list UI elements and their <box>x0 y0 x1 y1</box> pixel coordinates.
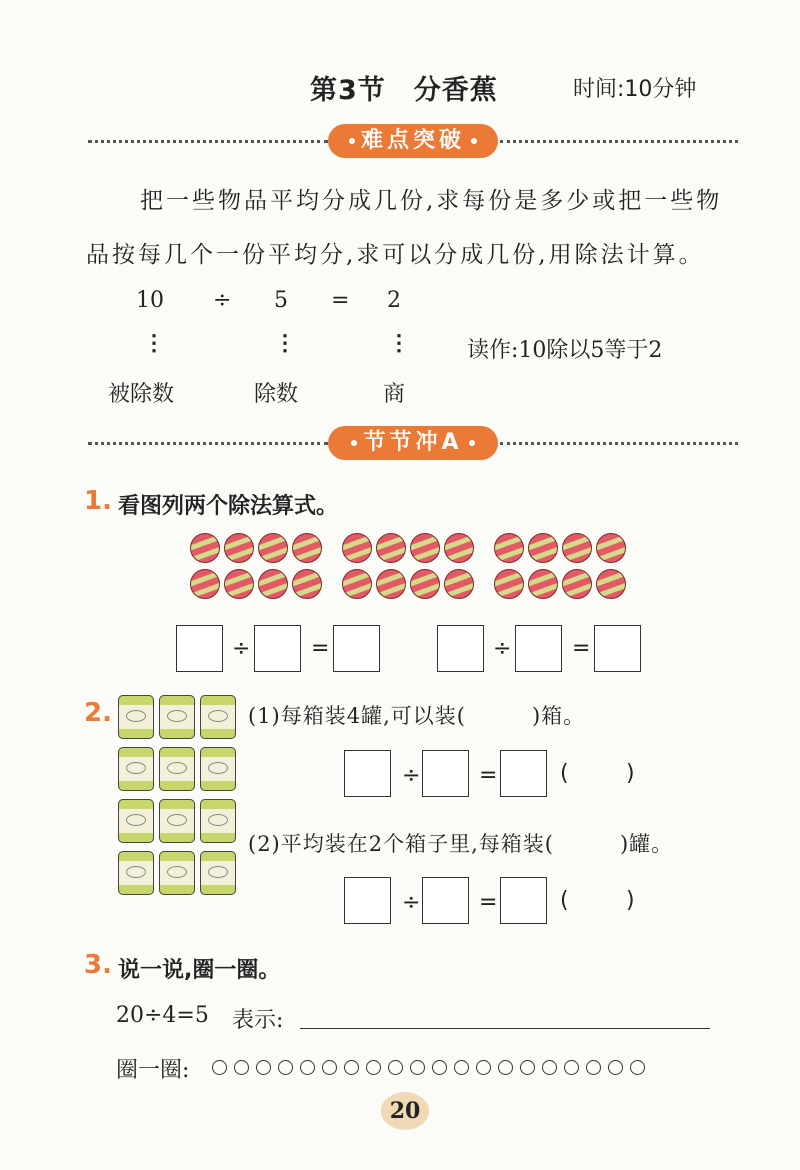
can-icon <box>159 799 195 843</box>
vertical-dots: ⋮ <box>388 330 410 356</box>
question-3-number: 3. <box>84 950 112 980</box>
section-label-practice: 节节冲A <box>328 426 498 460</box>
ball-icon <box>292 533 322 563</box>
circle-icon[interactable] <box>476 1060 491 1075</box>
answer-box[interactable] <box>422 877 469 924</box>
circle-icon[interactable] <box>322 1060 337 1075</box>
circle-icon[interactable] <box>630 1060 645 1075</box>
ball-icon <box>444 533 474 563</box>
bullet-icon <box>471 138 477 144</box>
eq-divisor: 5 <box>274 288 288 313</box>
can-grid <box>118 695 248 895</box>
unit-paren-open: ( <box>560 761 569 786</box>
circle-icon[interactable] <box>586 1060 601 1075</box>
circle-icon[interactable] <box>564 1060 579 1075</box>
unit-paren-close: ) <box>626 761 635 786</box>
ball-icon <box>596 569 626 599</box>
answer-box[interactable] <box>515 625 562 672</box>
ball-icon <box>224 533 254 563</box>
bullet-icon <box>349 138 355 144</box>
answer-box[interactable] <box>437 625 484 672</box>
circle-icon[interactable] <box>542 1060 557 1075</box>
time-limit: 时间:10分钟 <box>573 77 697 102</box>
answer-box[interactable] <box>176 625 223 672</box>
can-icon <box>118 747 154 791</box>
circle-icon[interactable] <box>454 1060 469 1075</box>
question-2-part-1: (1)每箱装4罐,可以装( )箱。 <box>248 704 586 728</box>
circle-icon[interactable] <box>410 1060 425 1075</box>
read-as: 读作:10除以5等于2 <box>467 338 663 363</box>
divide-sign: ÷ <box>493 636 512 661</box>
answer-line[interactable] <box>300 1028 710 1029</box>
q3-represent-label: 表示: <box>232 1008 284 1033</box>
ball-icon <box>494 533 524 563</box>
divide-sign: ÷ <box>402 763 421 788</box>
ball-icon <box>376 569 406 599</box>
circle-row <box>212 1057 732 1079</box>
ball-icon <box>596 533 626 563</box>
ball-icon <box>376 533 406 563</box>
can-icon <box>159 747 195 791</box>
unit-paren-open: ( <box>560 888 569 913</box>
question-1-number: 1. <box>84 486 112 516</box>
circle-icon[interactable] <box>234 1060 249 1075</box>
page-number: 20 <box>381 1092 429 1130</box>
divider-left <box>88 442 328 445</box>
explanation-line-2: 品按每几个一份平均分,求可以分成几份,用除法计算。 <box>86 242 705 268</box>
answer-box[interactable] <box>594 625 641 672</box>
bullet-icon <box>469 440 475 446</box>
circle-icon[interactable] <box>520 1060 535 1075</box>
answer-box[interactable] <box>344 750 391 797</box>
question-3-text: 说一说,圈一圈。 <box>118 958 281 983</box>
divider-right <box>500 140 738 143</box>
answer-box[interactable] <box>344 877 391 924</box>
can-icon <box>159 851 195 895</box>
can-icon <box>118 799 154 843</box>
circle-icon[interactable] <box>608 1060 623 1075</box>
question-2-number: 2. <box>84 698 112 728</box>
equals-sign: = <box>311 636 330 661</box>
equals-sign: = <box>479 763 498 788</box>
question-1-text: 看图列两个除法算式。 <box>118 494 339 519</box>
ball-icon <box>494 569 524 599</box>
circle-icon[interactable] <box>300 1060 315 1075</box>
eq-divide-sign: ÷ <box>213 288 232 313</box>
question-2-part-2: (2)平均装在2个箱子里,每箱装( )罐。 <box>248 832 674 856</box>
can-icon <box>200 851 236 895</box>
circle-icon[interactable] <box>212 1060 227 1075</box>
answer-box[interactable] <box>254 625 301 672</box>
ball-icon <box>190 533 220 563</box>
ball-icon <box>292 569 322 599</box>
circle-icon[interactable] <box>498 1060 513 1075</box>
eq-equals-sign: = <box>331 288 350 313</box>
bullet-icon <box>351 440 357 446</box>
circle-icon[interactable] <box>388 1060 403 1075</box>
circle-icon[interactable] <box>278 1060 293 1075</box>
eq-quotient: 2 <box>387 288 401 313</box>
ball-groups <box>190 533 640 603</box>
ball-icon <box>224 569 254 599</box>
can-icon <box>118 695 154 739</box>
can-icon <box>200 695 236 739</box>
ball-icon <box>528 569 558 599</box>
unit-paren-close: ) <box>626 888 635 913</box>
ball-icon <box>562 569 592 599</box>
ball-icon <box>342 569 372 599</box>
q3-expression: 20÷4=5 <box>116 1003 209 1028</box>
q3-circle-label: 圈一圈: <box>116 1058 190 1083</box>
label-dividend: 被除数 <box>108 382 175 407</box>
circle-icon[interactable] <box>432 1060 447 1075</box>
ball-icon <box>410 569 440 599</box>
ball-icon <box>342 533 372 563</box>
circle-icon[interactable] <box>256 1060 271 1075</box>
ball-icon <box>562 533 592 563</box>
ball-icon <box>444 569 474 599</box>
can-icon <box>118 851 154 895</box>
divider-right <box>500 442 738 445</box>
explanation-line-1: 把一些物品平均分成几份,求每份是多少或把一些物 <box>140 188 723 214</box>
divide-sign: ÷ <box>232 636 251 661</box>
equals-sign: = <box>479 890 498 915</box>
section-label-difficulty: 难点突破 <box>328 124 498 158</box>
circle-icon[interactable] <box>344 1060 359 1075</box>
can-icon <box>200 799 236 843</box>
answer-box[interactable] <box>422 750 469 797</box>
ball-icon <box>528 533 558 563</box>
can-icon <box>200 747 236 791</box>
vertical-dots: ⋮ <box>143 330 165 356</box>
ball-icon <box>190 569 220 599</box>
eq-dividend: 10 <box>136 288 164 313</box>
ball-icon <box>410 533 440 563</box>
page-title: 第3节 分香蕉 <box>310 75 498 106</box>
answer-box[interactable] <box>500 750 547 797</box>
answer-box[interactable] <box>500 877 547 924</box>
divide-sign: ÷ <box>402 890 421 915</box>
equals-sign: = <box>572 636 591 661</box>
ball-icon <box>258 569 288 599</box>
circle-icon[interactable] <box>366 1060 381 1075</box>
answer-box[interactable] <box>333 625 380 672</box>
label-divisor: 除数 <box>254 382 299 407</box>
ball-icon <box>258 533 288 563</box>
label-quotient: 商 <box>383 382 406 407</box>
vertical-dots: ⋮ <box>274 330 296 356</box>
can-icon <box>159 695 195 739</box>
divider-left <box>88 140 328 143</box>
